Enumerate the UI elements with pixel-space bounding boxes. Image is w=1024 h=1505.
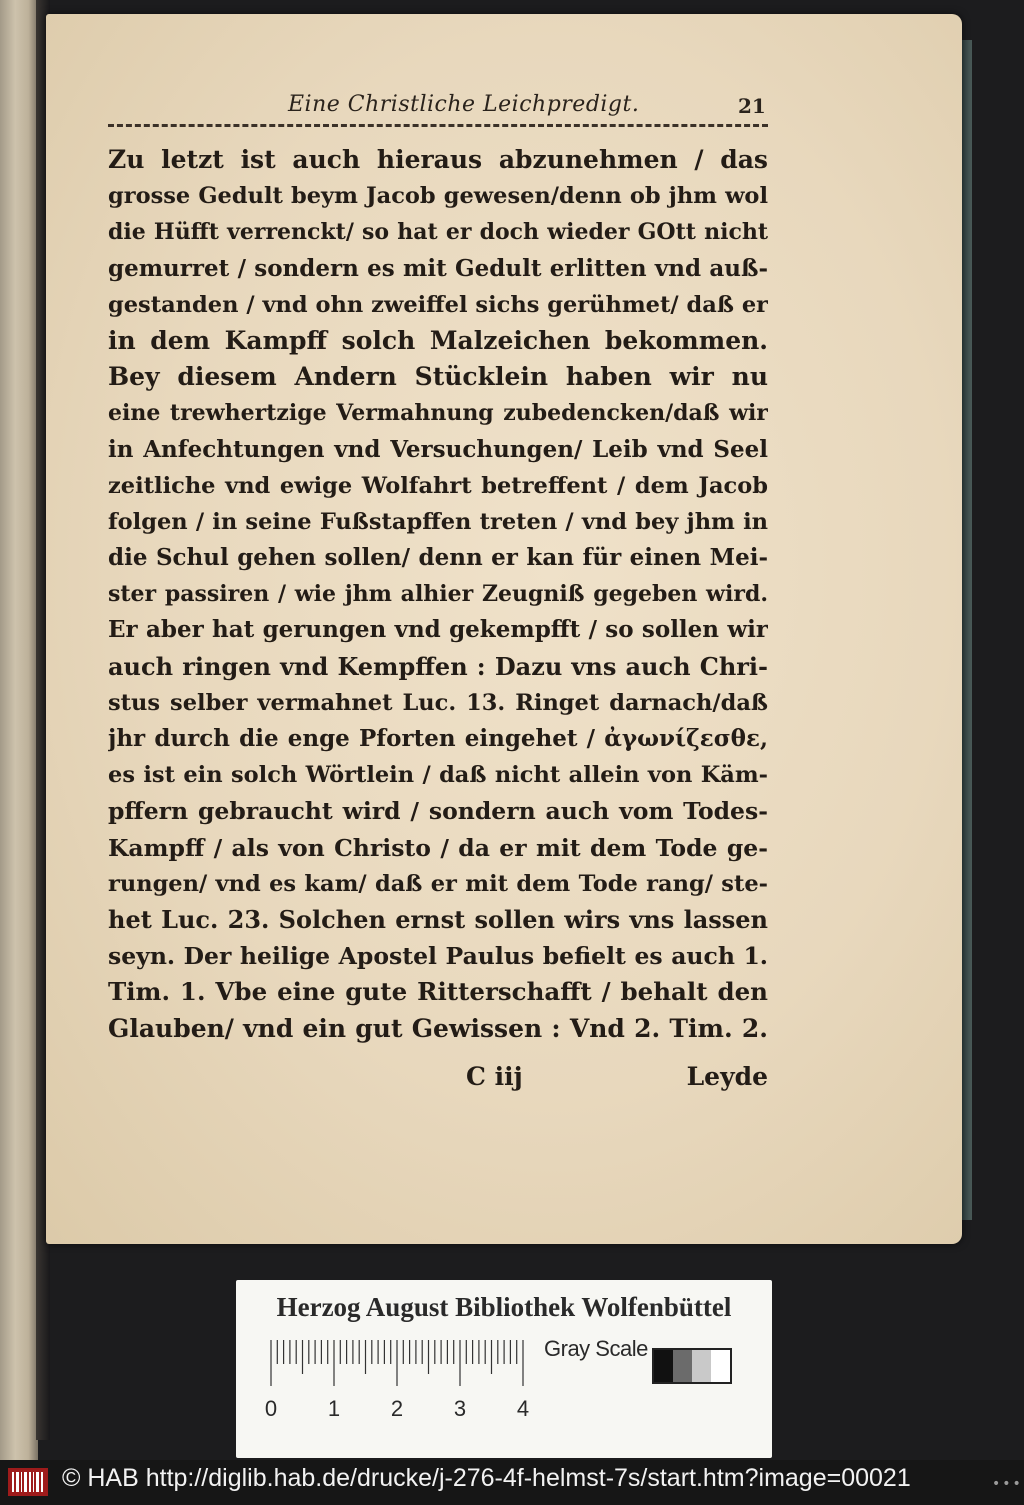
gray-scale-label: Gray Scale (544, 1336, 648, 1361)
gray-swatch (692, 1350, 711, 1382)
text-line: jhr durch die enge Pforten eingehet / ἀγωνίζεσθε, (108, 725, 768, 752)
text-line: auch ringen vnd Kempffen : Dazu vns auch Chri- (108, 651, 768, 681)
ruler-label-1: 1 (327, 1396, 341, 1421)
text-line: het Luc. 23. Solchen ernst sollen wirs vns lassen (108, 904, 768, 934)
header-rule (108, 124, 768, 127)
text-line: ster passiren / wie jhm alhier Zeugniß gegeben wird. (108, 581, 768, 608)
text-line: folgen / in seine Fußstapffen treten / vnd bey jhm in (108, 508, 768, 535)
text-line: Glauben/ vnd ein gut Gewissen : Vnd 2. Tim. 2. (108, 1013, 768, 1043)
text-line: in Anfechtungen vnd Versuchungen/ Leib vnd Seel (108, 435, 768, 463)
running-header: Eine Christliche Leichpredigt. (288, 92, 640, 117)
text-line: Zu letzt ist auch hieraus abzunehmen / das (108, 145, 768, 174)
copyright-link[interactable]: © HAB http://diglib.hab.de/drucke/j-276-4f-helmst-7s/start.htm?image=00021 (62, 1464, 911, 1492)
text-line: gemurret / sondern es mit Gedult erlitten vnd auß- (108, 254, 768, 282)
text-line: Bey diesem Andern Stücklein haben wir nu (108, 362, 768, 392)
gray-swatch (711, 1350, 730, 1382)
text-line: in dem Kampff solch Malzeichen bekommen. (108, 325, 768, 355)
catchword: Leyde (686, 1062, 768, 1091)
scale-ruler (268, 1338, 568, 1386)
ruler-label-0: 0 (264, 1396, 278, 1421)
gray-swatch (654, 1350, 673, 1382)
ruler-label-2: 2 (390, 1396, 404, 1421)
more-icon[interactable]: ••• (992, 1476, 1023, 1492)
text-line: zeitliche vnd ewige Wolfahrt betreffent / dem Jacob (108, 472, 768, 499)
library-name: Herzog August Bibliothek Wolfenbüttel (276, 1292, 732, 1322)
text-line: die Hüfft verrenckt/ so hat er doch wieder GOtt nicht (108, 219, 768, 246)
text-line: pffern gebraucht wird / sondern auch vom Todes- (108, 797, 768, 826)
text-line: grosse Gedult beym Jacob gewesen/denn ob jhm wol (108, 183, 768, 210)
text-line: eine trewhertzige Vermahnung zubedencken/daß wir (108, 400, 768, 427)
barcode-icon[interactable] (8, 1468, 48, 1496)
gray-scale-swatches (652, 1348, 732, 1384)
page-footer (108, 1062, 768, 1098)
body-text (108, 142, 768, 1047)
facing-page-edge (0, 0, 38, 1460)
page-number: 21 (738, 94, 766, 118)
ruler-label-4: 4 (516, 1396, 530, 1421)
text-line: Tim. 1. Vbe eine gute Ritterschafft / behalt den (108, 977, 768, 1007)
ruler-label-3: 3 (453, 1396, 467, 1421)
text-line: die Schul gehen sollen/ denn er kan für einen Mei- (108, 544, 768, 572)
gray-swatch (673, 1350, 692, 1382)
color-calibration-card (236, 1280, 772, 1458)
text-line: seyn. Der heilige Apostel Paulus befielt es auch 1. (108, 942, 768, 971)
text-line: gestanden / vnd ohn zweiffel sichs gerühmet/ daß er (108, 291, 768, 318)
text-line: rungen/ vnd es kam/ daß er mit dem Tode rang/ ste- (108, 870, 768, 897)
text-line: Er aber hat gerungen vnd gekempfft / so sollen wir (108, 616, 768, 644)
text-line: Kampff / als von Christo / da er mit dem Tode ge- (108, 833, 768, 862)
text-line: es ist ein solch Wörtlein / daß nicht allein von Käm- (108, 762, 768, 789)
signature-mark: C iij (466, 1062, 523, 1091)
text-line: stus selber vermahnet Luc. 13. Ringet darnach/daß (108, 689, 768, 716)
